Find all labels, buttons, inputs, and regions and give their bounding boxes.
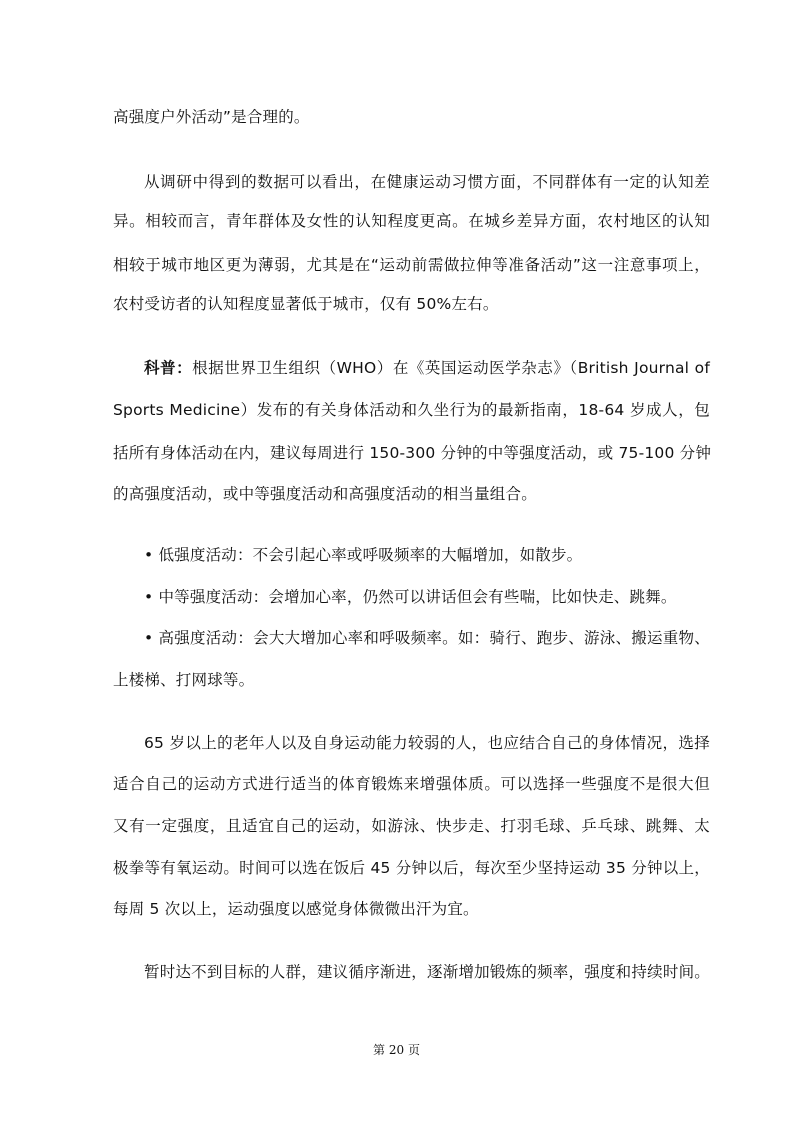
paragraph-line: 适合自己的运动方式进行适当的体育锻炼来增强体质。可以选择一些强度不是很大但 (113, 775, 710, 793)
paragraph-line: 从调研中得到的数据可以看出，在健康运动习惯方面，不同群体有一定的认知差 (144, 173, 710, 191)
paragraph-line: 65 岁以上的老年人以及自身运动能力较弱的人，也应结合自己的身体情况，选择 (144, 734, 710, 752)
list-item (113, 628, 710, 648)
list-item-text: 高强度活动：会大大增加心率和呼吸频率。如：骑行、跑步、游泳、搬运重物、 (158, 629, 710, 647)
list-item (113, 587, 710, 607)
paragraph-line: Sports Medicine）发布的有关身体活动和久坐行为的最新指南，18-64 岁成人，包 (113, 401, 710, 419)
paragraph-line: 异。相较而言，青年群体及女性的认知程度更高。在城乡差异方面，农村地区的认知 (113, 212, 710, 230)
science-note-text: 根据世界卫生组织（WHO）在《英国运动医学杂志》（British Journal of (192, 359, 711, 377)
science-note-label: 科普： (144, 359, 193, 377)
paragraph-line: 每周 5 次以上，运动强度以感觉身体微微出汗为宜。 (113, 900, 479, 918)
paragraph-line: 又有一定强度，且适宜自己的运动，如游泳、快步走、打羽毛球、乒乓球、跳舞、太 (113, 817, 710, 835)
list-item-text: 中等强度活动：会增加心率，仍然可以讲话但会有些喘，比如快走、跳舞。 (158, 588, 677, 606)
science-note-line (113, 358, 710, 378)
list-item (113, 545, 710, 565)
bullet-marker: • (144, 629, 154, 647)
paragraph-line: 农村受访者的认知程度显著低于城市，仅有 50%左右。 (113, 295, 499, 313)
paragraph-line: 的高强度活动，或中等强度活动和高强度活动的相当量组合。 (113, 485, 537, 503)
page-number: 第 20 页 (373, 1043, 420, 1057)
paragraph-continuation: 高强度户外活动”是合理的。 (113, 108, 310, 126)
paragraph-line: 极拳等有氧运动。时间可以选在饭后 45 分钟以后，每次至少坚持运动 35 分钟以上， (113, 859, 710, 877)
bullet-marker: • (144, 588, 154, 606)
list-item-text: 低强度活动：不会引起心率或呼吸频率的大幅增加，如散步。 (158, 546, 583, 564)
list-item-continuation: 上楼梯、打网球等。 (113, 671, 255, 689)
paragraph-line: 暂时达不到目标的人群，建议循序渐进，逐渐增加锻炼的频率，强度和持续时间。 (144, 963, 710, 981)
paragraph-line: 相较于城市地区更为薄弱，尤其是在“运动前需做拉伸等准备活动”这一注意事项上， (113, 256, 710, 274)
bullet-marker: • (144, 546, 154, 564)
paragraph-line: 括所有身体活动在内，建议每周进行 150-300 分钟的中等强度活动，或 75-100 分钟 (113, 444, 712, 462)
